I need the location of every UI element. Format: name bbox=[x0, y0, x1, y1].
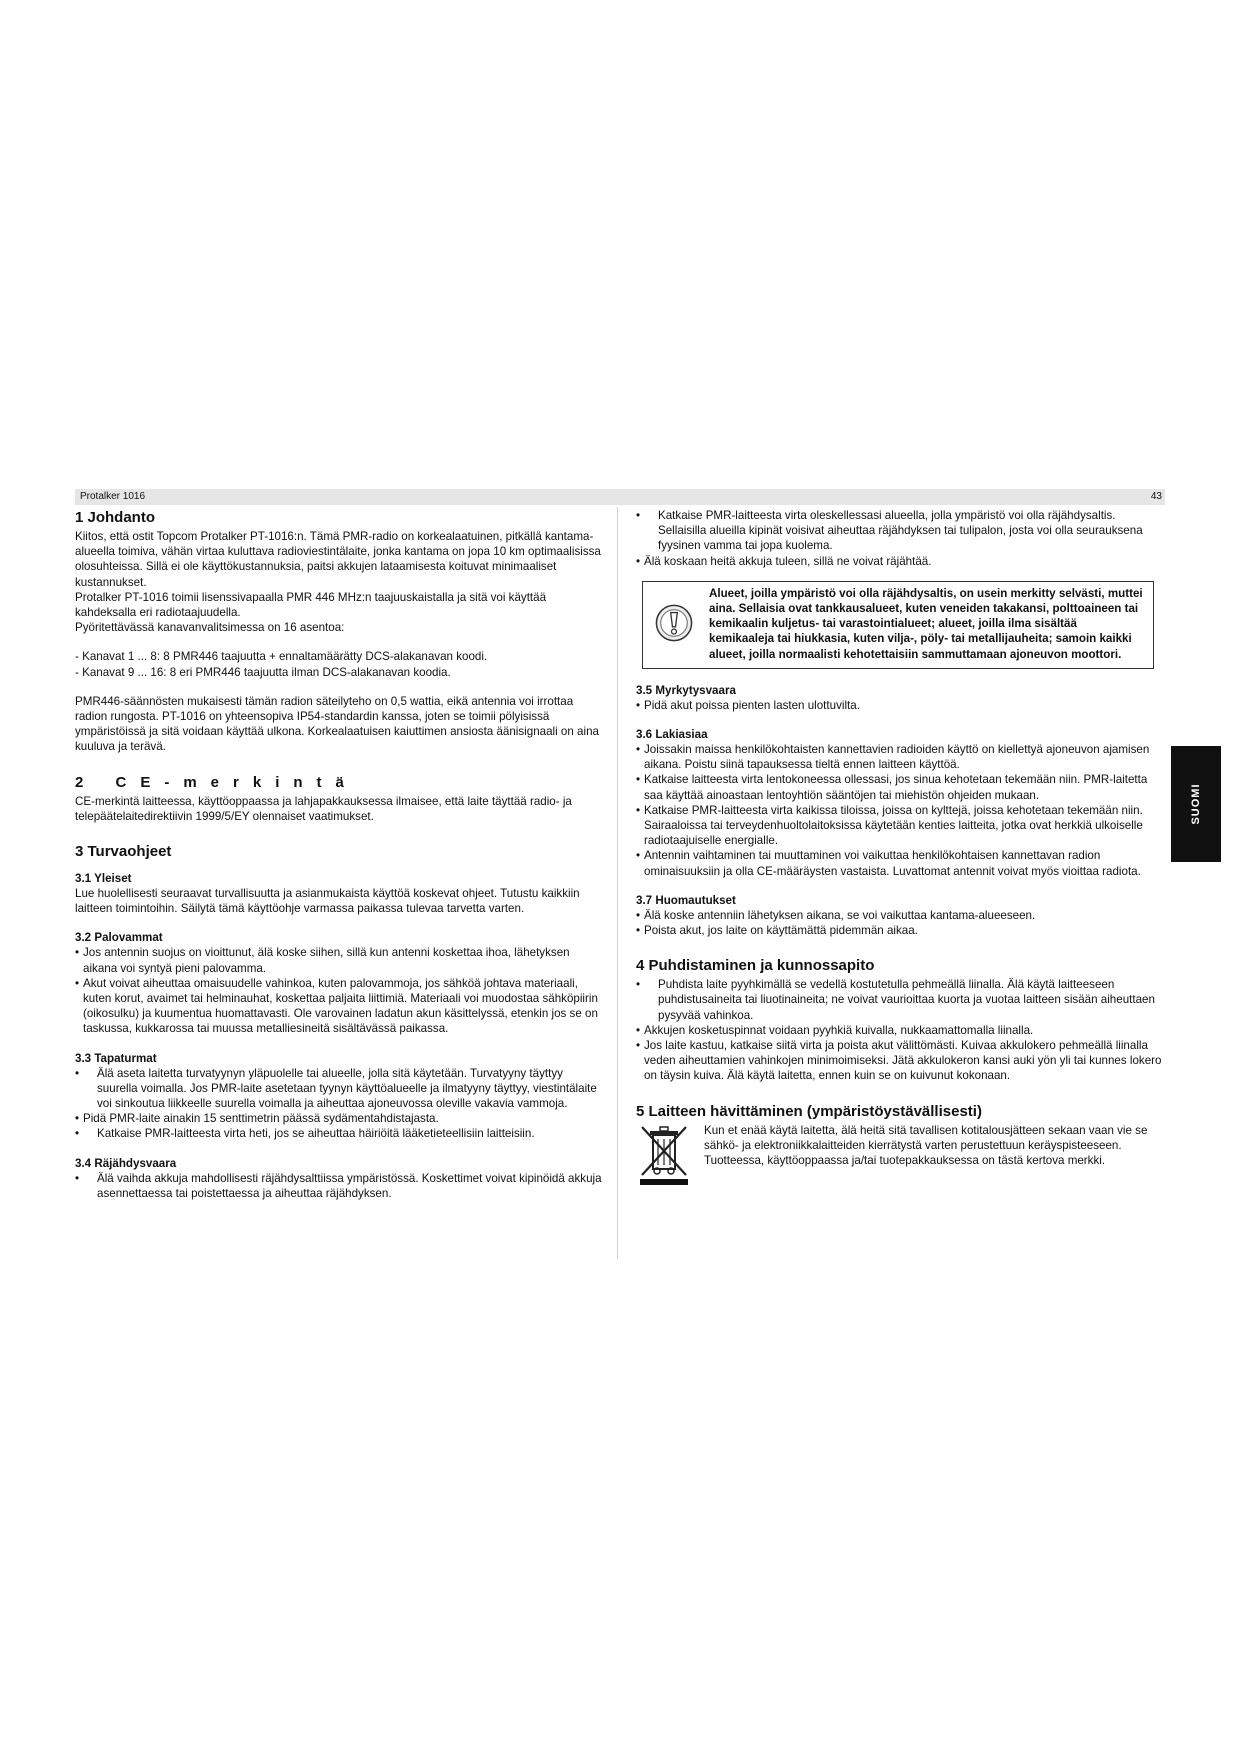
s37-list bbox=[636, 908, 1162, 938]
s33-list bbox=[75, 1066, 603, 1142]
language-tab-label: SUOMI bbox=[1190, 783, 1202, 825]
list-item: • Jos laite kastuu, katkaise siitä virta ja poista akut välittömästi. Kuivaa akkulokero pehmeällä liinalla veden aiheuttamien vahinkojen minimoimiseksi. Jätä akkulokeron kansi auki yön yli tai kunnes lokero on täysin kuiva. Älä käytä laitetta, ennen kuin se on kuivunut kokonaan. bbox=[636, 1038, 1162, 1084]
list-item: • Puhdista laite pyyhkimällä se vedellä kostutetulla pehmeällä liinalla. Älä käytä laitteeseen puhdistusaineita tai liuotinaineita; ne voivat vaurioittaa kuorta ja vuotaa laitteen sisään aiheuttaen pysyvää vahinkoa. bbox=[636, 977, 1162, 1023]
s36-title: 3.6 Lakiasiaa bbox=[636, 728, 708, 742]
list-item: • Katkaise PMR-laitteesta virta kaikissa tiloissa, joissa on kylttejä, joissa kehotetaan tekemään niin. Sairaaloissa tai terveydenhuoltolaitoksissa käytetään kenties laitteita, jotka ovat herkkiä ulkoiselle radiotaajuiselle energialle. bbox=[636, 803, 1162, 849]
list-item: • Antennin vaihtaminen tai muuttaminen voi vaikuttaa henkilökohtaisen kannettavan radion ominaisuuksiin ja olla CE-määräysten vastaista. Luvattomat antennit voivat myös vioittaa radiota. bbox=[636, 848, 1162, 878]
s31-title: 3.1 Yleiset bbox=[75, 872, 132, 886]
s1-channels-1: - Kanavat 1 ... 8: 8 PMR446 taajuutta + ennaltamäärätty DCS-alakanavan koodi. bbox=[75, 650, 488, 664]
list-item: • Akut voivat aiheuttaa omaisuudelle vahinkoa, kuten palovammoja, jos sähköä johtava materiaali, kuten korut, avaimet tai helminauhat, koskettaa paljaita liittimiä. Materiaali voi muodostaa sähköpiirin (oikosulku) ja kuumentua huomattavasti. Ole varovainen ladatun akun käsittelyssä, etenkin jos se on taskussa, kukkarossa tai muussa metalliesineitä sisältävässä paikassa. bbox=[75, 976, 603, 1037]
list-item: • Akkujen kosketuspinnat voidaan pyyhkiä kuivalla, nukkaamattomalla liinalla. bbox=[636, 1023, 1162, 1038]
right-column bbox=[636, 508, 1162, 1185]
header-product: Protalker 1016 bbox=[80, 491, 146, 502]
warning-box bbox=[642, 581, 1154, 669]
s32-title: 3.2 Palovammat bbox=[75, 931, 163, 945]
s4-list bbox=[636, 977, 1162, 1083]
section-5-title: 5 Laitteen hävittäminen (ympäristöystävällisesti) bbox=[636, 1102, 982, 1120]
s1-paragraph-4: PMR446-säännösten mukaisesti tämän radion säteilyteho on 0,5 wattia, eikä antennia voi irrottaa radion rungosta. PT-1016 on yhteensopiva IP54-standardin kanssa, joten se toimii pölyisissä ympäristöissä ja sitä voidaan käyttää ulkona. Korkealaatuisen kaiuttimen ansiosta äänisignaali on aina kuuluva ja terävä. bbox=[75, 694, 599, 754]
exclamation-icon bbox=[655, 604, 693, 642]
s1-paragraph-3: Pyöritettävässä kanavanvalitsimessa on 16 asentoa: bbox=[75, 621, 345, 635]
page-number: 43 bbox=[1150, 491, 1162, 502]
list-item: • Älä koske antenniin lähetyksen aikana, se voi vaikuttaa kantama-alueeseen. bbox=[636, 908, 1162, 923]
list-item: • Katkaise PMR-laitteesta virta oleskellessasi alueella, jolla ympäristö voi olla räjähdysaltis. Sellaisilla alueilla kipinät voisivat aiheuttaa räjähdyksen tai tulipalon, josta voi olla seurauksena fyysinen vamma tai jopa kuolema. bbox=[636, 508, 1162, 554]
list-item: • Katkaise PMR-laitteesta virta heti, jos se aiheuttaa häiriöitä lääketieteellisiin laitteisiin. bbox=[75, 1126, 603, 1141]
list-item: • Älä koskaan heitä akkuja tuleen, sillä ne voivat räjähtää. bbox=[636, 554, 1162, 569]
s34-list bbox=[75, 1171, 603, 1201]
s1-channels-2: - Kanavat 9 ... 16: 8 eri PMR446 taajuutta ilman DCS-alakanavan koodia. bbox=[75, 665, 451, 679]
s31-paragraph: Lue huolellisesti seuraavat turvallisuutta ja asianmukaista käyttöä koskevat ohjeet. Tutustu kaikkiin laitteen toimintoihin. Säilytä tämä käyttöohje varmassa paikassa tulevaa tarvetta varten. bbox=[75, 887, 580, 916]
s2-paragraph: CE-merkintä laitteessa, käyttöoppaassa ja lahjapakkauksessa ilmaisee, että laite täyttää radio- ja telepäätelaitedirektiivin 1999/5/EY olennaiset vaatimukset. bbox=[75, 794, 572, 823]
s1-paragraph-1: Kiitos, että ostit Topcom Protalker PT-1016:n. Tämä PMR-radio on korkealaatuinen, pitkällä kantama-alueella toimiva, vähän virtaa kuluttava radioviestintälaite, jonka kantama on jopa 10 km optimaalisissa olosuhteissa. Sillä ei ole käyttökustannuksia, paitsi akkujen lataamisesta koituvat minimaaliset kustannukset. bbox=[75, 530, 601, 589]
list-item: • Poista akut, jos laite on käyttämättä pidemmän aikaa. bbox=[636, 923, 1162, 938]
header-bar bbox=[75, 489, 1165, 505]
list-item: • Älä aseta laitetta turvatyynyn yläpuolelle tai alueelle, jolla sitä käytetään. Turvatyyny täyttyy suurella voimalla. Jos PMR-laite asetetaan tyynyn käyttöalueelle ja ilmatyyny täyttyy, viestintälaite voi sinkoutua liikkeelle suurella voimalla ja aiheuttaa ajoneuvossa oleville vakavia vammoja. bbox=[75, 1066, 603, 1112]
s35-list bbox=[636, 698, 1162, 713]
s1-paragraph-2: Protalker PT-1016 toimii lisenssivapaalla PMR 446 MHz:n taajuuskaistalla ja sitä voi käyttää kahdeksalla eri radiotaajuudella. bbox=[75, 590, 547, 620]
s34-continued-list bbox=[636, 508, 1162, 569]
s37-title: 3.7 Huomautukset bbox=[636, 893, 736, 907]
list-item: • Jos antennin suojus on vioittunut, älä koske siihen, sillä kun antenni koskettaa ihoa, lähetyksen aikana voi syntyä pieni palovamma. bbox=[75, 945, 603, 975]
section-2-title: 2 CE-merkintä bbox=[75, 773, 358, 791]
s5-paragraph: Kun et enää käytä laitetta, älä heitä sitä tavallisen kotitalousjätteen sekaan vaan vie se sähkö- ja elektroniikkalaitteiden kierrätystä varten perustettuun keräyspisteeseen. Tuotteessa, käyttöoppaassa ja/tai tuotepakkauksessa on tästä kertova merkki. bbox=[704, 1123, 1148, 1168]
s36-list bbox=[636, 742, 1162, 879]
list-item: • Älä vaihda akkuja mahdollisesti räjähdysalttiissa ympäristössä. Koskettimet voivat kipinöidä akkuja asennettaessa tai poistettaessa ja aiheuttaa räjähdyksen. bbox=[75, 1171, 603, 1201]
section-4-title: 4 Puhdistaminen ja kunnossapito bbox=[636, 957, 875, 975]
section-1-title: 1 Johdanto bbox=[75, 509, 156, 526]
crossed-bin-icon bbox=[636, 1123, 692, 1185]
disposal-block bbox=[636, 1123, 1162, 1185]
column-divider bbox=[617, 507, 618, 1259]
list-item: • Pidä PMR-laite ainakin 15 senttimetrin päässä sydämentahdistajasta. bbox=[75, 1111, 603, 1126]
s35-title: 3.5 Myrkytysvaara bbox=[636, 683, 736, 697]
warning-text: Alueet, joilla ympäristö voi olla räjähdysaltis, on usein merkitty selvästi, muttei aina. Sellaisia ovat tankkausalueet, kuten veneiden takakansi, polttoaineen tai kemikaalin kuljetus- tai varastointialueet; alueet, joilla ilma sisältää kemikaaleja tai hiukkasia, kuten vilja-, pöly- tai metallijauheita; samoin kaikki alueet, joilla normaalisti kehotettaisiin sammuttamaan ajoneuvon moottori. bbox=[709, 586, 1143, 661]
language-tab bbox=[1171, 746, 1221, 862]
section-3-title: 3 Turvaohjeet bbox=[75, 843, 172, 861]
s32-list bbox=[75, 945, 603, 1036]
s34-title: 3.4 Räjähdysvaara bbox=[75, 1156, 177, 1170]
left-column bbox=[75, 508, 603, 1201]
list-item: • Katkaise laitteesta virta lentokoneessa ollessasi, jos sinua kehotetaan tekemään niin. PMR-laitetta saa käyttää ainoastaan lentoyhtiön sääntöjen tai miehistön ohjeiden mukaan. bbox=[636, 772, 1162, 802]
list-item: • Joissakin maissa henkilökohtaisten kannettavien radioiden käyttö on kiellettyä ajoneuvon ajamisen aikana. Poistu siinä tapauksessa tieltä ennen laitteen käyttöä. bbox=[636, 742, 1162, 772]
s33-title: 3.3 Tapaturmat bbox=[75, 1051, 157, 1065]
list-item: • Pidä akut poissa pienten lasten ulottuvilta. bbox=[636, 698, 1162, 713]
